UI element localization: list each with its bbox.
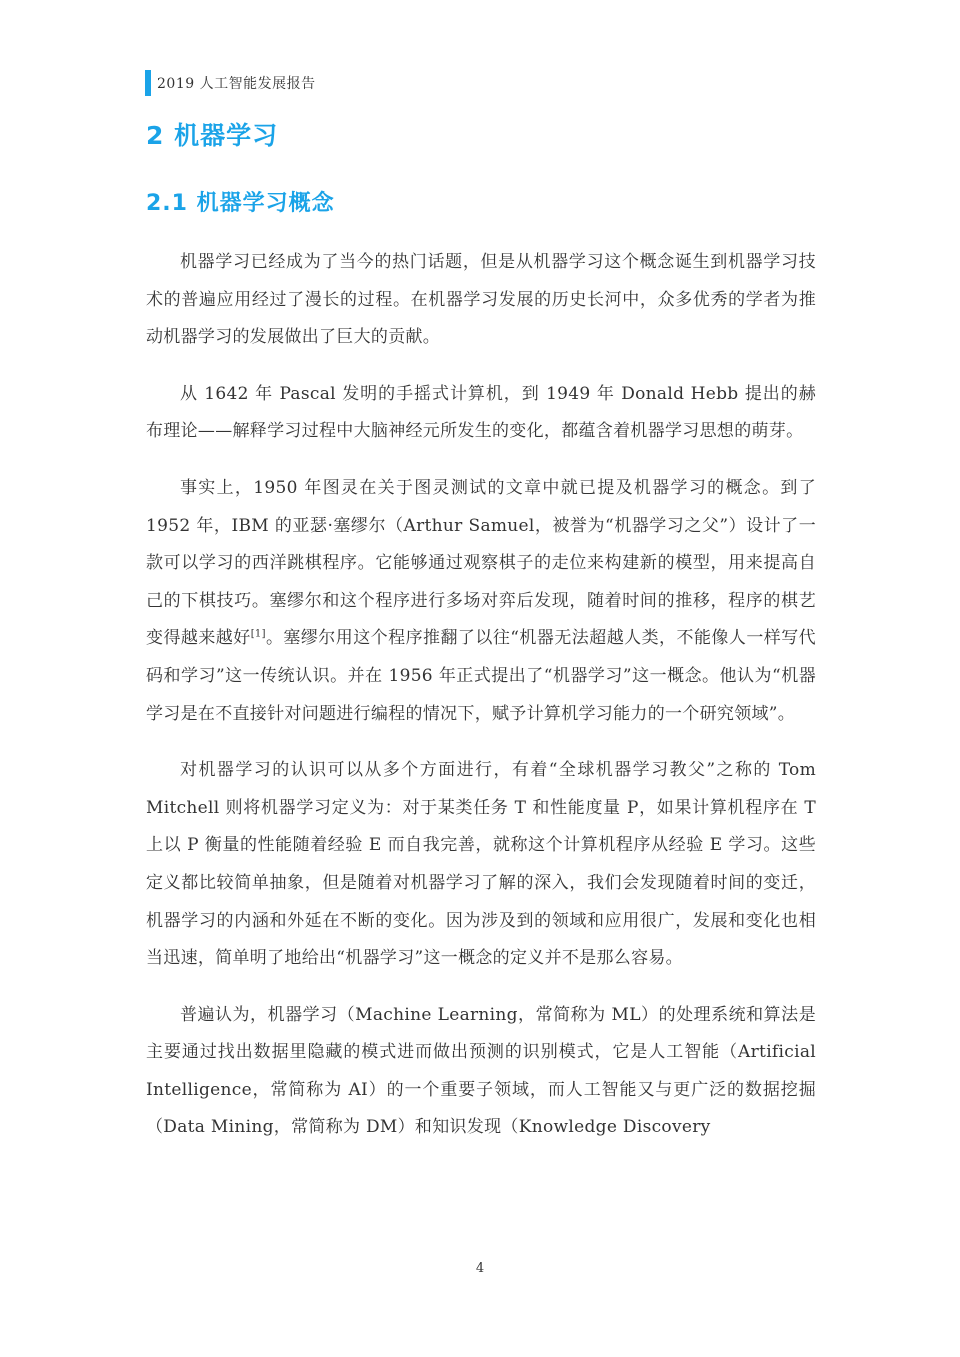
paragraph-4: 对机器学习的认识可以从多个方面进行，有着“全球机器学习教父”之称的 Tom Mitchell 则将机器学习定义为：对于某类任务 T 和性能度量 P，如果计算机程序在 T 上以 P 衡量的性能随着经验 E 而自我完善，就称这个计算机程序从经验 E 学习。这些定义都比较简单抽象，但是随着对机器学习了解的深入，我们会发现随着时间的变迁，机器学习的内涵和外延在不断的变化。因为涉及到的领域和应用很广，发展和变化也相当迅速，简单明了地给出“机器学习”这一概念的定义并不是那么容易。 (146, 760, 816, 969)
chapter-title: 2 机器学习 (146, 121, 279, 150)
header-accent-bar (145, 70, 151, 96)
paragraph-3-part-2: 。塞缪尔用这个程序推翻了以往“机器无法超越人类，不能像人一样写代码和学习”这一传统认识。并在 1956 年正式提出了“机器学习”这一概念。他认为“机器学习是在不直接针对问题进行编程的情况下，赋予计算机学习能力的一个研究领域”。 (146, 628, 816, 724)
paragraph-5: 普遍认为，机器学习（Machine Learning，常简称为 ML）的处理系统和算法是主要通过找出数据里隐藏的模式进而做出预测的识别模式，它是人工智能（Artificial Intelligence，常简称为 AI）的一个重要子领域，而人工智能又与更广泛的数据挖掘（Data Mining，常简称为 DM）和知识发现（Knowledge Discovery (146, 1004, 816, 1138)
body-text (146, 244, 816, 1166)
page-number: 4 (475, 1261, 485, 1276)
paragraph-3 (146, 470, 816, 733)
section-title: 2.1 机器学习概念 (146, 191, 335, 216)
running-header (145, 70, 316, 96)
paragraph-2: 从 1642 年 Pascal 发明的手摇式计算机，到 1949 年 Donald Hebb 提出的赫布理论——解释学习过程中大脑神经元所发生的变化，都蕴含着机器学习思想的萌芽。 (146, 383, 816, 442)
paragraph-3-part-1: 事实上，1950 年图灵在关于图灵测试的文章中就已提及机器学习的概念。到了 1952 年，IBM 的亚瑟·塞缪尔（Arthur Samuel，被誉为“机器学习之父”）设计了一款可以学习的西洋跳棋程序。它能够通过观察棋子的走位来构建新的模型，用来提高自己的下棋技巧。塞缪尔和这个程序进行多场对弈后发现，随着时间的推移，程序的棋艺变得越来越好 (146, 477, 816, 649)
running-title: 2019 人工智能发展报告 (157, 76, 316, 92)
paragraph-1: 机器学习已经成为了当今的热门话题，但是从机器学习这个概念诞生到机器学习技术的普遍应用经过了漫长的过程。在机器学习发展的历史长河中，众多优秀的学者为推动机器学习的发展做出了巨大的贡献。 (146, 252, 816, 348)
citation-1: [1] (250, 628, 266, 640)
